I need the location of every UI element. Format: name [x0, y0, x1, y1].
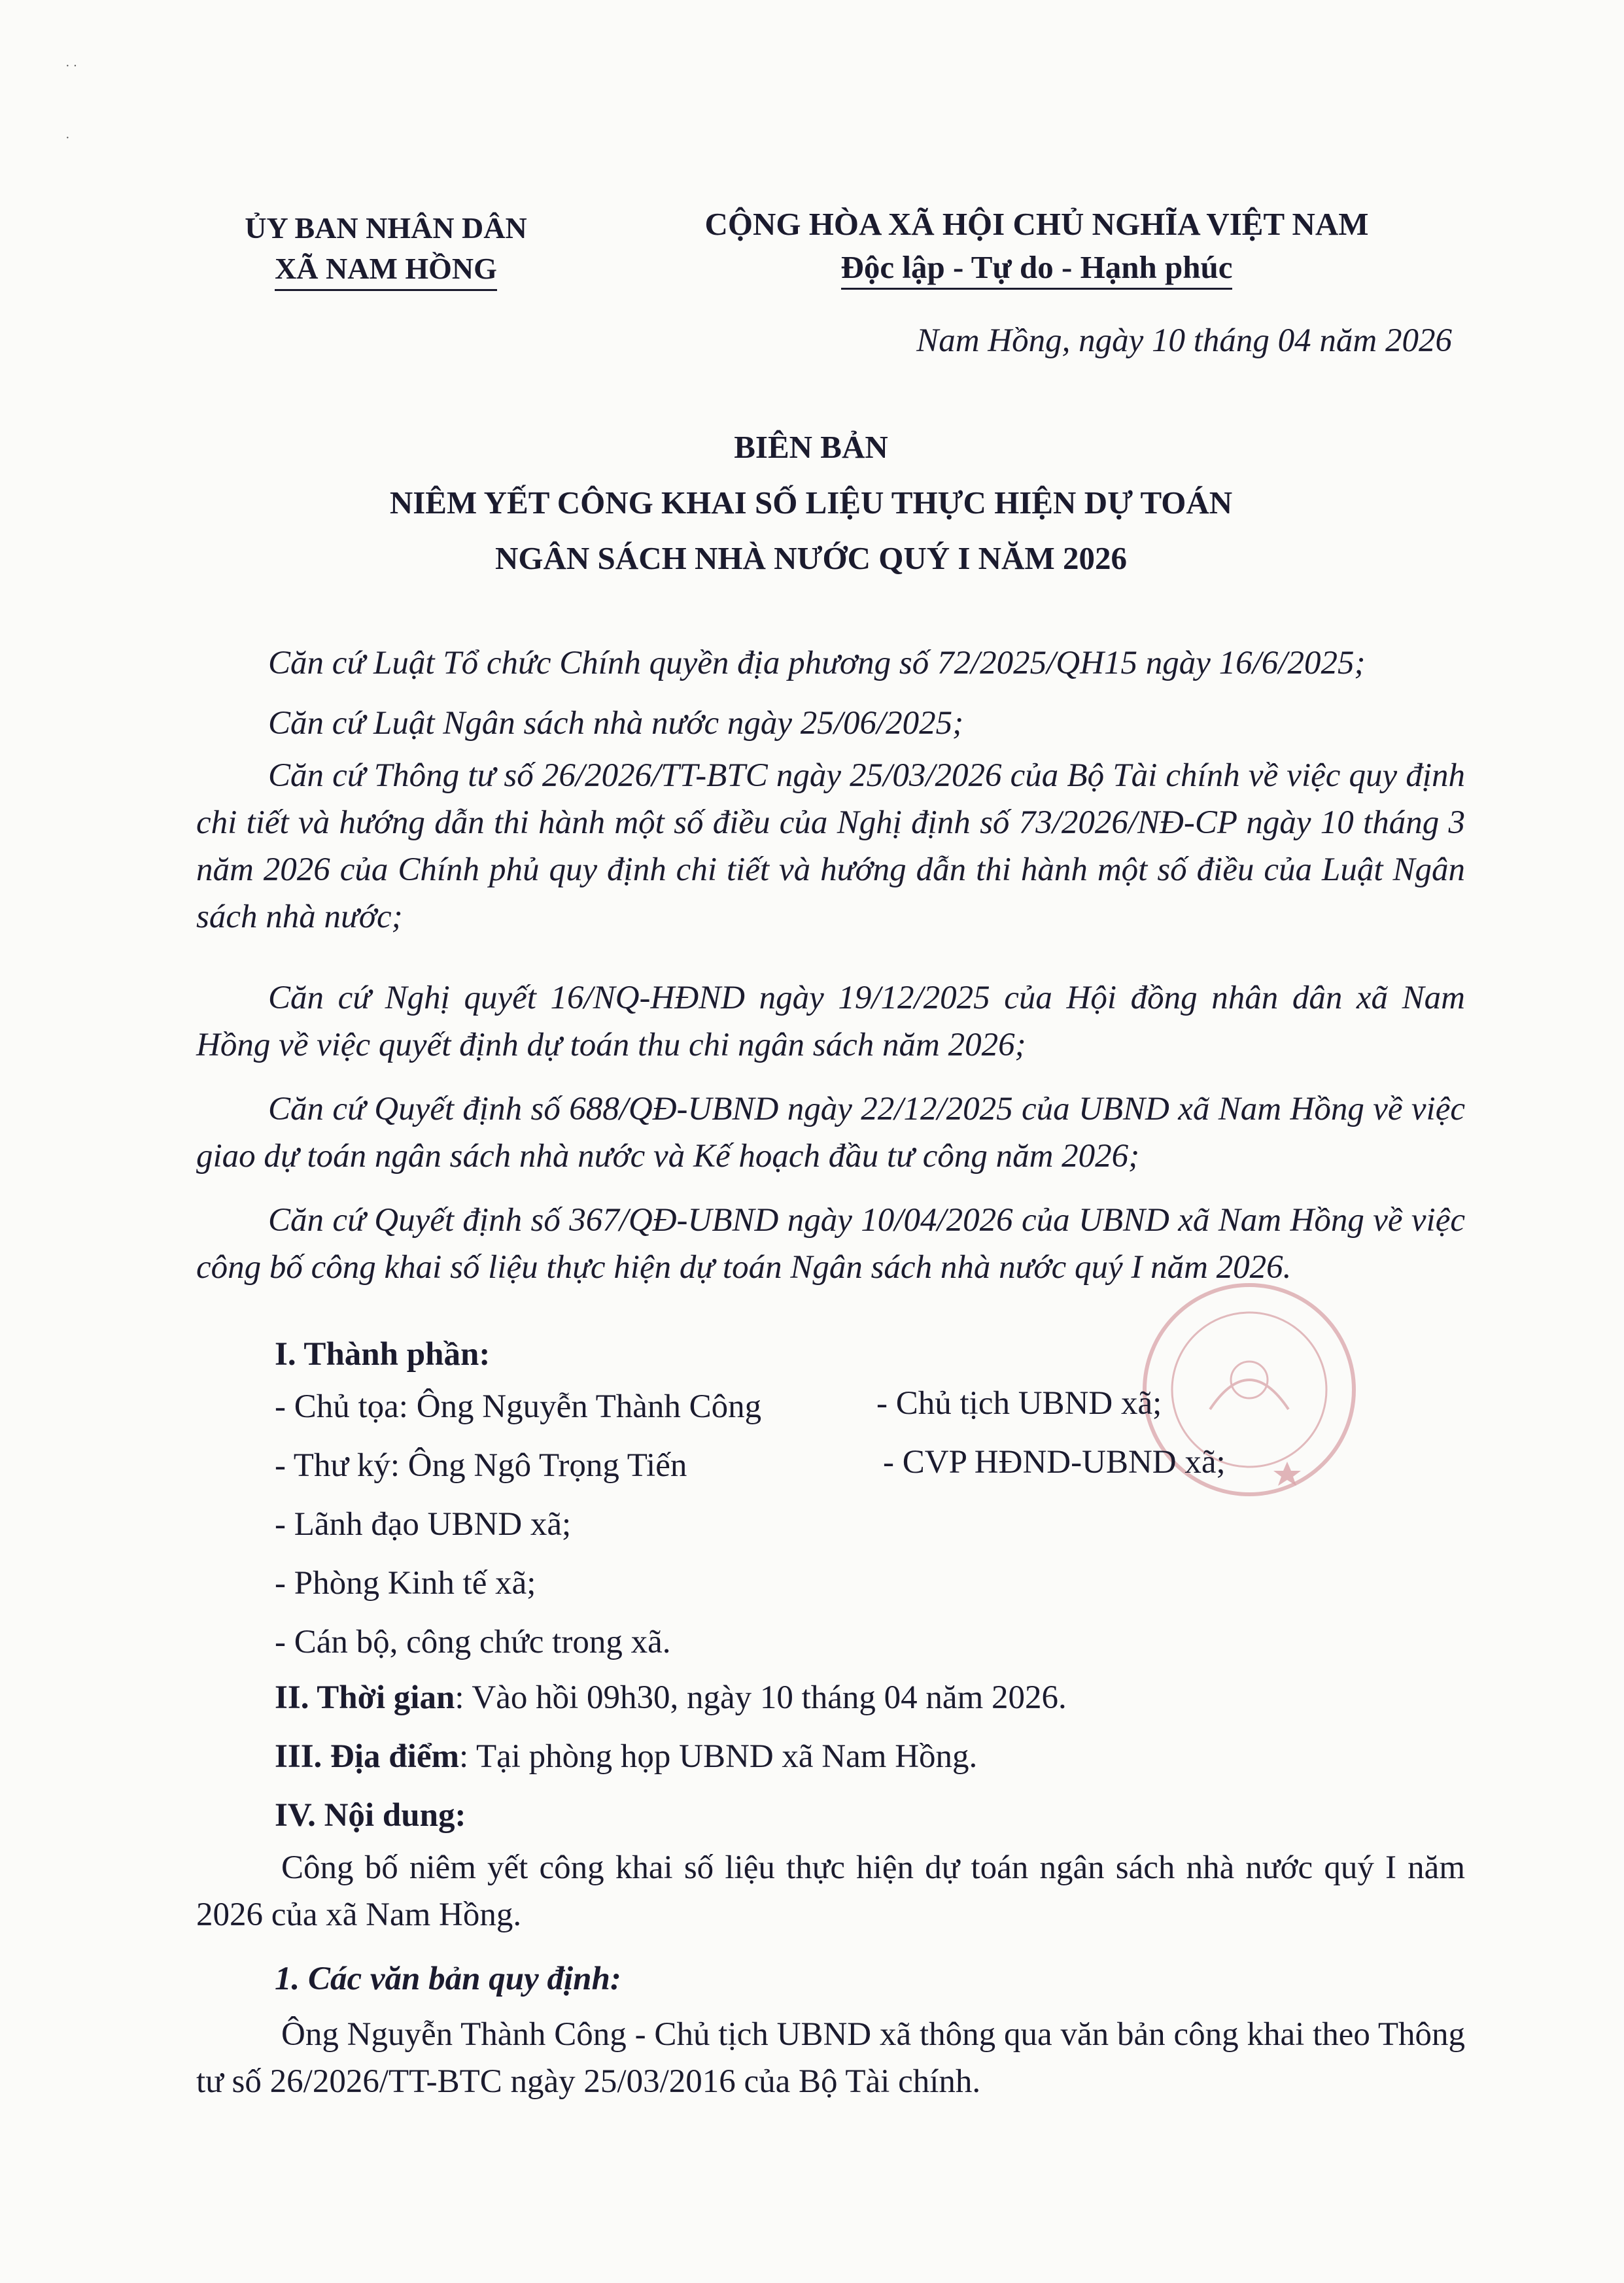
- chair-person: - Chủ tọa: Ông Nguyễn Thành Công: [275, 1388, 762, 1425]
- nation-motto: Độc lập - Tự do - Hạnh phúc: [841, 249, 1233, 290]
- scan-speck: · ·: [65, 59, 78, 73]
- section-2: [275, 1674, 1067, 1721]
- section-3-text: : Tại phòng họp UBND xã Nam Hồng.: [458, 1738, 978, 1775]
- legal-basis-5: Căn cứ Quyết định số 688/QĐ-UBND ngày 22/12/2025 của UBND xã Nam Hồng về việc giao dự toán ngân sách nhà nước và Kế hoạch đầu tư công năm 2026;: [196, 1091, 1465, 1175]
- chair-role: - Chủ tịch UBND xã;: [876, 1385, 1162, 1422]
- subsection-1-text: Ông Nguyễn Thành Công - Chủ tịch UBND xã thông qua văn bản công khai theo Thông tư số 26/2026/TT-BTC ngày 25/03/2016 của Bộ Tài chính.: [196, 2016, 1465, 2100]
- nation-line1: CỘNG HÒA XÃ HỘI CHỦ NGHĨA VIỆT NAM: [704, 206, 1369, 242]
- section-3: [275, 1733, 977, 1780]
- agency-line1: ỦY BAN NHÂN DÂN: [245, 211, 527, 245]
- document-subtitle-line2: NGÂN SÁCH NHÀ NƯỚC QUÝ I NĂM 2026: [495, 540, 1127, 576]
- legal-basis-2: Căn cứ Luật Ngân sách nhà nước ngày 25/06/2025;: [268, 705, 964, 742]
- legal-basis-6: Căn cứ Quyết định số 367/QĐ-UBND ngày 10/04/2026 của UBND xã Nam Hồng về việc công bố công khai số liệu thực hiện dự toán Ngân sách nhà nước quý I năm 2026.: [196, 1202, 1465, 1286]
- attendee-item: - Lãnh đạo UBND xã;: [275, 1506, 572, 1543]
- section-2-text: : Vào hồi 09h30, ngày 10 tháng 04 năm 2026.: [455, 1679, 1067, 1716]
- scan-speck: ·: [65, 131, 70, 145]
- date-line: Nam Hồng, ngày 10 tháng 04 năm 2026: [916, 322, 1452, 359]
- legal-basis-3: Căn cứ Thông tư số 26/2026/TT-BTC ngày 25/03/2026 của Bộ Tài chính về việc quy định chi tiết và hướng dẫn thi hành một số điều của Nghị định số 73/2026/NĐ-CP ngày 10 tháng 3 năm 2026 của Chính phủ quy định chi tiết và hướng dẫn thi hành một số điều của Luật Ngân sách nhà nước;: [196, 757, 1465, 935]
- section-4-heading: IV. Nội dung:: [275, 1797, 466, 1834]
- subsection-1-heading: 1. Các văn bản quy định:: [275, 1961, 621, 1997]
- agency-header: [196, 208, 576, 291]
- agency-line2: XÃ NAM HỒNG: [275, 250, 497, 291]
- attendee-item: - Phòng Kinh tế xã;: [275, 1565, 536, 1602]
- section-2-label: II. Thời gian: [275, 1679, 455, 1716]
- legal-basis-1: Căn cứ Luật Tổ chức Chính quyền địa phương số 72/2025/QH15 ngày 16/6/2025;: [268, 645, 1366, 681]
- legal-basis-4: Căn cứ Nghị quyết 16/NQ-HĐND ngày 19/12/2025 của Hội đồng nhân dân xã Nam Hồng về việc quyết định dự toán thu chi ngân sách năm 2026;: [196, 980, 1465, 1063]
- document-title: BIÊN BẢN: [734, 429, 888, 465]
- national-header: [628, 203, 1445, 290]
- section-4-text: Công bố niêm yết công khai số liệu thực hiện dự toán ngân sách nhà nước quý I năm 2026 của xã Nam Hồng.: [196, 1849, 1465, 1933]
- secretary-person: - Thư ký: Ông Ngô Trọng Tiến: [275, 1447, 687, 1484]
- section-1-heading: I. Thành phần:: [275, 1336, 491, 1373]
- attendee-item: - Cán bộ, công chức trong xã.: [275, 1624, 671, 1660]
- secretary-role: - CVP HĐND-UBND xã;: [883, 1444, 1226, 1481]
- section-3-label: III. Địa điểm: [275, 1738, 459, 1775]
- document-subtitle-line1: NIÊM YẾT CÔNG KHAI SỐ LIỆU THỰC HIỆN DỰ TOÁN: [389, 485, 1233, 521]
